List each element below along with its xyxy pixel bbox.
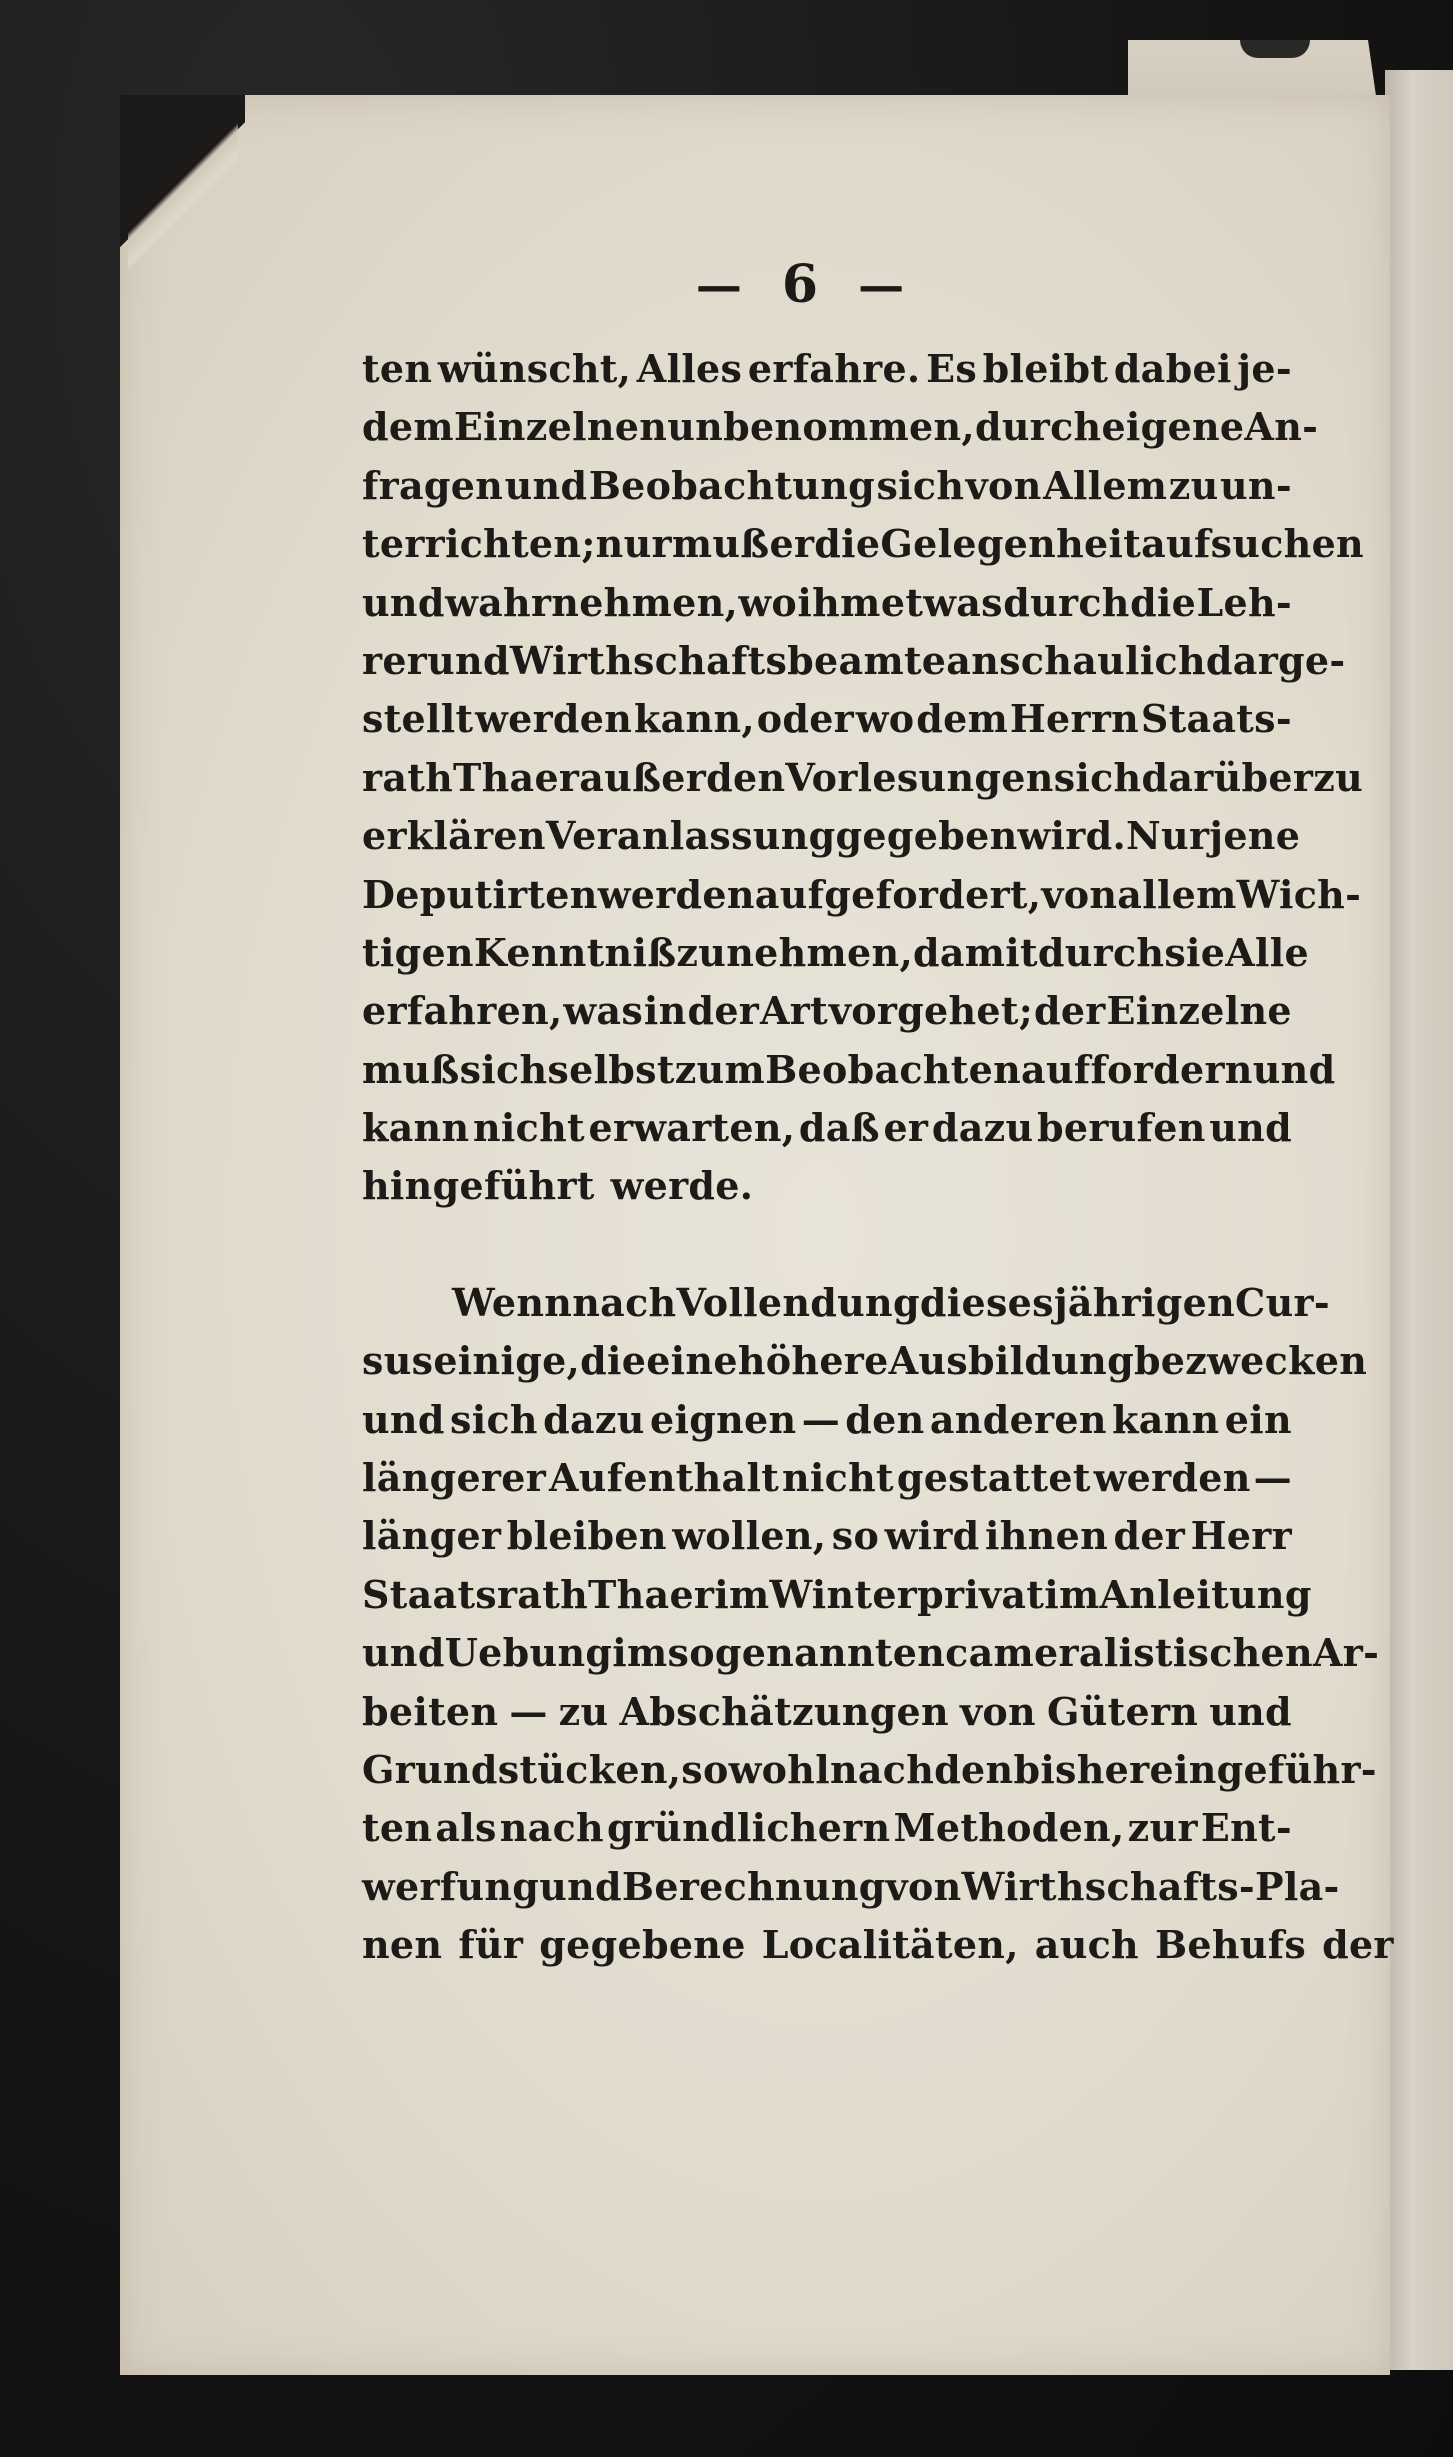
word: Berechnung — [621, 1863, 886, 1909]
word: Einzelne — [1106, 988, 1292, 1034]
word: Allem — [1043, 462, 1168, 508]
text-line — [362, 1507, 1292, 1565]
word: eigene — [1101, 404, 1245, 450]
page-number: 6 — [781, 254, 819, 315]
word: Alles — [636, 346, 743, 391]
text-line — [362, 1916, 1394, 1974]
word: nur — [595, 521, 672, 567]
word: daß — [798, 1105, 880, 1151]
word: die — [814, 521, 881, 567]
word: ihnen — [985, 1513, 1108, 1559]
word: Leh- — [1196, 579, 1292, 625]
word: wird. — [1017, 813, 1126, 859]
word: nicht — [782, 1455, 894, 1501]
word: im — [612, 1630, 668, 1676]
word: vorgehet; — [828, 988, 1034, 1034]
word: von — [885, 1863, 962, 1909]
word: als — [435, 1805, 497, 1851]
word: erwarten, — [588, 1105, 796, 1151]
word: eignen — [649, 1396, 797, 1442]
word: und — [362, 579, 445, 625]
word: wird — [884, 1513, 980, 1559]
word: werden — [475, 696, 633, 742]
paragraph-1 — [362, 340, 1364, 1216]
word: Wirthschaftsbeamte — [509, 637, 947, 683]
word: fragen — [362, 462, 504, 508]
word: werfung — [362, 1863, 540, 1909]
word: einige, — [433, 1338, 581, 1384]
word: im — [714, 1571, 770, 1617]
word: darüber — [1141, 754, 1314, 800]
word: und — [504, 462, 588, 508]
word: Ar- — [1312, 1630, 1380, 1676]
word: Alle — [1225, 929, 1309, 975]
word: oder — [756, 696, 855, 742]
word: durch — [974, 404, 1102, 450]
word: und — [1252, 1046, 1336, 1092]
word: wahrnehmen, — [445, 579, 739, 625]
word: der — [1113, 1513, 1186, 1559]
word: wollen, — [672, 1513, 827, 1559]
word: von — [965, 462, 1042, 508]
word: werden — [1093, 1455, 1251, 1501]
word: den — [706, 754, 786, 800]
word: dieses — [919, 1279, 1054, 1325]
word: in — [643, 988, 687, 1034]
word: zu — [1313, 754, 1364, 800]
word: Wich- — [1236, 871, 1362, 917]
word: zu — [676, 929, 727, 975]
word: Es — [926, 346, 978, 391]
text-line — [362, 982, 1292, 1040]
word: darge- — [1205, 637, 1346, 683]
word: eine — [646, 1338, 738, 1384]
paragraph-gap — [362, 1216, 1292, 1274]
word: so — [831, 1513, 880, 1559]
word: und — [539, 1863, 622, 1909]
word: erklären — [362, 813, 546, 859]
word: wünscht, — [437, 346, 632, 391]
word: auffordern — [1021, 1046, 1253, 1092]
text-line — [362, 866, 1362, 924]
text-line — [362, 1799, 1292, 1857]
text-line — [362, 924, 1309, 982]
word: ten — [362, 1805, 433, 1851]
word: werden — [597, 871, 755, 917]
text-line — [362, 1449, 1292, 1507]
word: Anleitung — [1099, 1571, 1312, 1617]
word: kann — [1112, 1396, 1220, 1442]
word: dem — [916, 696, 1009, 742]
word: und — [427, 637, 510, 683]
text-line — [362, 1391, 1292, 1449]
word: dabei — [1113, 346, 1232, 391]
text-line — [362, 1332, 1368, 1390]
word: und — [362, 1630, 445, 1676]
word: ten — [362, 346, 433, 391]
word: cameralistischen — [945, 1630, 1313, 1676]
text-line — [362, 1741, 1377, 1799]
word: wo — [855, 696, 915, 742]
word: dazu — [931, 1105, 1034, 1151]
word: Herr — [1190, 1513, 1292, 1559]
word: Cur- — [1235, 1279, 1330, 1325]
word: die — [1130, 579, 1197, 625]
word: tigen — [362, 929, 474, 975]
word: erfahre. — [747, 346, 921, 391]
word: selbst — [547, 1046, 675, 1092]
word: — — [1253, 1455, 1292, 1501]
word: zur — [1127, 1805, 1198, 1851]
word: sich — [876, 462, 965, 508]
word: kann — [362, 1105, 470, 1151]
word: zu — [1168, 462, 1219, 508]
word: er — [769, 521, 815, 567]
word: rath — [362, 754, 454, 800]
underlying-page-edge — [1385, 70, 1453, 2370]
word: und — [1209, 1688, 1292, 1734]
word: Grundstücken, — [362, 1746, 682, 1792]
folded-corner — [128, 98, 238, 268]
text-line — [362, 1566, 1312, 1624]
word: beiten — [362, 1688, 499, 1734]
word: und — [362, 1396, 445, 1442]
header-dash-right: — — [858, 258, 905, 312]
word: Herrn — [1009, 696, 1140, 742]
word: von — [1041, 871, 1118, 917]
text-line — [362, 398, 1319, 456]
word: nen — [362, 1922, 443, 1968]
text-line — [362, 340, 1292, 398]
word: aufgefordert, — [754, 871, 1042, 917]
word: Kenntniß — [473, 929, 677, 975]
word: Nur — [1125, 813, 1210, 859]
word: Winter — [769, 1571, 918, 1617]
page-clip-mark — [1240, 40, 1310, 58]
word: anderen — [929, 1396, 1107, 1442]
word: allem — [1117, 871, 1237, 917]
word: gegebene — [539, 1922, 746, 1968]
word: un- — [1219, 462, 1292, 508]
word: gegeben — [835, 813, 1018, 859]
word: damit — [912, 929, 1038, 975]
text-line — [362, 1274, 1330, 1332]
word: bezwecken — [1133, 1338, 1368, 1384]
word: jene — [1209, 813, 1301, 859]
word: Aufenthalt — [549, 1455, 780, 1501]
word: längerer — [362, 1455, 547, 1501]
word: hingeführt — [362, 1163, 595, 1209]
word: sich — [450, 1396, 538, 1442]
word: durch — [1003, 579, 1130, 625]
text-line — [362, 1041, 1336, 1099]
word: privatim — [917, 1571, 1100, 1617]
text-line — [362, 807, 1301, 865]
word: An- — [1244, 404, 1319, 450]
word: sowohl — [681, 1746, 830, 1792]
word: bisher — [1013, 1746, 1150, 1792]
word: nehmen, — [726, 929, 913, 975]
word: wo — [738, 579, 798, 625]
word: berufen — [1037, 1105, 1206, 1151]
word: er — [883, 1105, 929, 1151]
word: Wirthschafts-Pla- — [961, 1863, 1340, 1909]
word: sich — [1053, 754, 1142, 800]
word: durch — [1037, 929, 1165, 975]
word: außer — [579, 754, 707, 800]
word: anschaulich — [946, 637, 1206, 683]
word: Staatsrath — [362, 1571, 589, 1617]
word: nicht — [473, 1105, 585, 1151]
text-line — [362, 1683, 1292, 1741]
word: dazu — [543, 1396, 645, 1442]
word: terrichten; — [362, 521, 596, 567]
word: Ausbildung — [888, 1338, 1134, 1384]
word: Beobachtung — [588, 462, 876, 508]
word: stellt — [362, 696, 474, 742]
header-dash-left: — — [695, 258, 742, 312]
word: — — [509, 1688, 548, 1734]
word: — — [801, 1396, 840, 1442]
word: rer — [362, 637, 428, 683]
text-line — [362, 632, 1346, 690]
word: Thaer — [453, 754, 580, 800]
text-line — [362, 1157, 1292, 1215]
word: Thaer — [588, 1571, 715, 1617]
word: aufsuchen — [1141, 521, 1364, 567]
word: Einzelnen — [453, 404, 668, 450]
word: Deputirten — [362, 871, 598, 917]
word: von — [959, 1688, 1036, 1734]
word: die — [580, 1338, 647, 1384]
word: werde. — [610, 1163, 754, 1209]
word: Wenn — [452, 1279, 573, 1325]
word: ihm — [797, 579, 881, 625]
word: sie — [1164, 929, 1226, 975]
text-line — [362, 1858, 1340, 1916]
word: der — [1033, 988, 1106, 1034]
word: kann, — [633, 696, 755, 742]
word: zum — [674, 1046, 766, 1092]
word: Behufs — [1154, 1922, 1307, 1968]
word: bleibt — [982, 346, 1109, 391]
word: sich — [459, 1046, 548, 1092]
word: nach — [829, 1746, 935, 1792]
word: jährigen — [1053, 1279, 1236, 1325]
word: muß — [362, 1046, 460, 1092]
word: Art — [759, 988, 828, 1034]
word: Veranlassung — [545, 813, 836, 859]
word: je- — [1237, 346, 1292, 391]
text-line — [362, 690, 1292, 748]
text-line — [362, 1624, 1380, 1682]
word: sogenannten — [667, 1630, 946, 1676]
text-line — [362, 1099, 1292, 1157]
word: Gelegenheit — [880, 521, 1142, 567]
word: länger — [362, 1513, 502, 1559]
word: und — [1209, 1105, 1292, 1151]
word: den — [934, 1746, 1014, 1792]
word: Methoden, — [893, 1805, 1125, 1851]
word: Uebung — [444, 1630, 613, 1676]
text-line — [362, 457, 1292, 515]
word: der — [1322, 1922, 1394, 1968]
word: unbenommen, — [667, 404, 975, 450]
word: den — [845, 1396, 925, 1442]
word: Staats- — [1140, 696, 1292, 742]
word: was — [563, 988, 644, 1034]
word: ein — [1224, 1396, 1292, 1442]
text-line — [362, 749, 1364, 807]
word: Vorlesungen — [785, 754, 1054, 800]
word: erfahren, — [362, 988, 563, 1034]
word: gründlichern — [606, 1805, 891, 1851]
word: Gütern — [1046, 1688, 1199, 1734]
page-header — [640, 250, 960, 320]
word: muß — [671, 521, 770, 567]
paragraph-2 — [362, 1274, 1394, 1975]
word: für — [458, 1922, 524, 1968]
word: höhere — [737, 1338, 889, 1384]
word: der — [687, 988, 760, 1034]
word: Beobachten — [765, 1046, 1022, 1092]
word: zu — [558, 1688, 609, 1734]
word: bleiben — [506, 1513, 667, 1559]
word: sus — [362, 1338, 434, 1384]
word: eingeführ- — [1149, 1746, 1377, 1792]
text-line — [362, 574, 1292, 632]
word: nach — [499, 1805, 604, 1851]
text-line — [362, 515, 1364, 573]
word: gestattet — [896, 1455, 1091, 1501]
word: auch — [1034, 1922, 1139, 1968]
word: Vollendung — [676, 1279, 920, 1325]
word: Abschätzungen — [619, 1688, 949, 1734]
body-text — [362, 340, 1394, 1975]
word: nach — [572, 1279, 677, 1325]
word: Localitäten, — [761, 1922, 1019, 1968]
word: etwas — [880, 579, 1003, 625]
word: Ent- — [1200, 1805, 1292, 1851]
word: dem — [362, 404, 454, 450]
